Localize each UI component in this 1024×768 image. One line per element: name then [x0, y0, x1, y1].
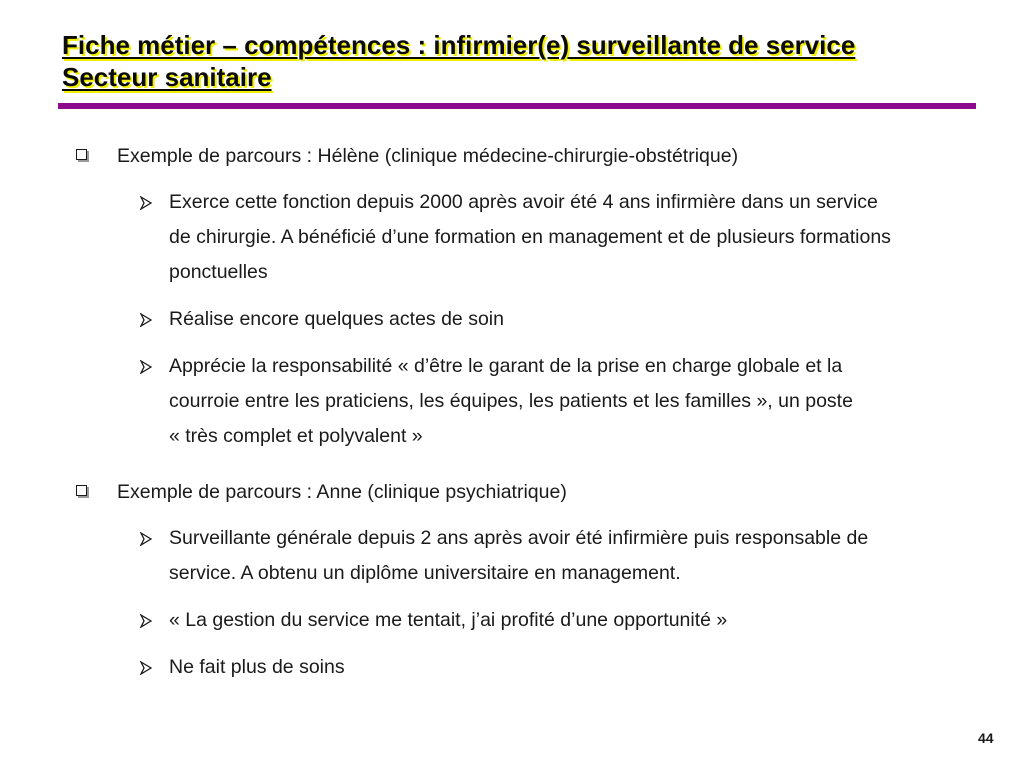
list-item-line: service. A obtenu un diplôme universitaire en management.: [169, 562, 681, 584]
list-item-line: Surveillante générale depuis 2 ans après avoir été infirmière puis responsable de: [169, 527, 869, 549]
slide-title-line-2: Secteur sanitaire: [62, 62, 272, 92]
arrow-bullet-icon: [140, 661, 152, 675]
section-heading-label: Exemple de parcours : Hélène (clinique médecine-chirurgie-obstétrique): [117, 145, 739, 167]
arrow-bullet-icon: [140, 614, 152, 628]
list-item-line: « La gestion du service me tentait, j’ai profité d’une opportunité »: [169, 609, 728, 631]
slide-title-line-1: Fiche métier – compétences : infirmier(e) surveillante de service: [62, 30, 856, 60]
slide-title: [62, 29, 992, 93]
list-item: [169, 185, 1019, 290]
list-item: [169, 349, 1019, 454]
list-item: [169, 521, 1019, 591]
list-item: [169, 650, 1019, 685]
list-item-line: Exerce cette fonction depuis 2000 après avoir été 4 ans infirmière dans un service: [169, 191, 878, 213]
arrow-bullet-icon: [140, 532, 152, 546]
list-item-line: courroie entre les praticiens, les équipes, les patients et les familles », un poste: [169, 390, 853, 412]
arrow-bullet-icon: [140, 360, 152, 374]
square-bullet-icon: [76, 485, 87, 496]
list-item: [169, 302, 1019, 337]
page-number: 44: [978, 730, 994, 746]
list-item-line: de chirurgie. A bénéficié d’une formation en management et de plusieurs formations: [169, 226, 891, 248]
arrow-bullet-icon: [140, 313, 152, 327]
list-item-line: ponctuelles: [169, 261, 268, 283]
title-divider: [58, 103, 976, 109]
list-item-line: « très complet et polyvalent »: [169, 425, 423, 447]
list-item-line: Apprécie la responsabilité « d’être le garant de la prise en charge globale et la: [169, 355, 843, 377]
arrow-bullet-icon: [140, 196, 152, 210]
list-item-line: Ne fait plus de soins: [169, 656, 345, 678]
square-bullet-icon: [76, 149, 87, 160]
list-item: [169, 603, 1019, 638]
section-heading-helene: [117, 139, 1007, 174]
list-item-line: Réalise encore quelques actes de soin: [169, 308, 504, 330]
section-heading-label: Exemple de parcours : Anne (clinique psychiatrique): [117, 481, 567, 503]
section-heading-anne: [117, 475, 1007, 510]
